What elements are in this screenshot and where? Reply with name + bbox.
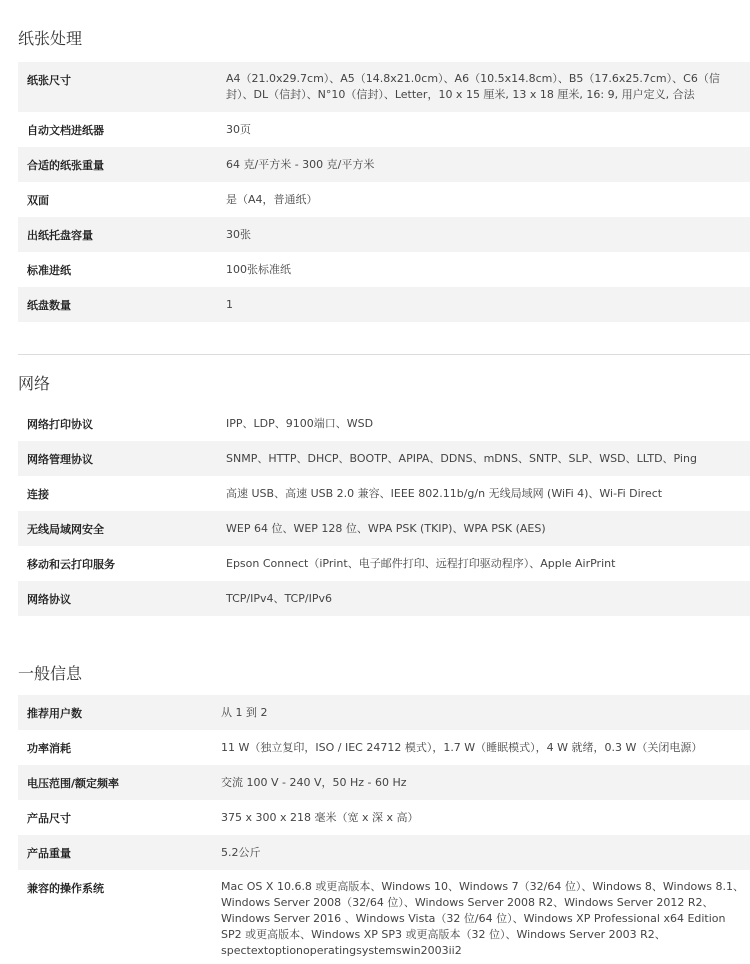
table-row: [18, 695, 750, 730]
table-row: [18, 765, 750, 800]
row-value: Mac OS X 10.6.8 或更高版本、Windows 10、Windows 7（32/64 位）、Windows 8、Windows 8.1、Windows Server 2008（32/64 位）、Windows Server 2008 R2、Windows Server 2012 R2、Windows Server 2016 、Windows Vista（32 位/64 位）、Windows XP Professional x64 Edition SP2 或更高版本、Windows XP SP3 或更高版本（32 位）、Windows Server 2003 R2、spectextoptionoperatingsystemswin2003ii2: [221, 880, 745, 957]
row-value: IPP、LDP、9100端口、WSD: [226, 416, 374, 430]
row-label: 合适的纸张重量: [27, 158, 104, 172]
section-title: 一般信息: [18, 664, 83, 683]
section-title: 纸张处理: [18, 29, 83, 48]
row-label: 双面: [27, 193, 49, 207]
table-row: [18, 287, 750, 322]
table-row: [18, 730, 750, 765]
row-label: 纸张尺寸: [27, 74, 71, 87]
table-row: [18, 511, 750, 546]
row-label: 推荐用户数: [27, 706, 82, 720]
row-label: 出纸托盘容量: [27, 228, 93, 242]
row-value: 高速 USB、高速 USB 2.0 兼容、IEEE 802.11b/g/n 无线局域网 (WiFi 4)、Wi-Fi Direct: [226, 486, 663, 500]
row-value: 30张: [226, 227, 251, 241]
section-title: 网络: [18, 374, 51, 393]
table-row: [18, 252, 750, 287]
table-row: [18, 217, 750, 252]
row-label: 自动文档进纸器: [27, 123, 104, 137]
row-label: 无线局域网安全: [27, 522, 104, 536]
row-label: 标准进纸: [27, 263, 71, 277]
row-value: WEP 64 位、WEP 128 位、WPA PSK (TKIP)、WPA PSK (AES): [226, 521, 546, 535]
table-row: [18, 112, 750, 147]
spec-table: [18, 406, 750, 616]
row-value: 从 1 到 2: [221, 705, 268, 719]
row-value: TCP/IPv4、TCP/IPv6: [226, 591, 332, 605]
row-value: 30页: [226, 122, 251, 136]
table-row: [18, 62, 750, 112]
row-label: 产品重量: [27, 846, 71, 860]
table-row: [18, 870, 750, 957]
table-row: [18, 406, 750, 441]
section-divider: [18, 354, 750, 355]
row-value: 5.2公斤: [221, 845, 261, 859]
row-label: 网络管理协议: [27, 452, 93, 466]
row-label: 兼容的操作系统: [27, 882, 104, 895]
row-label: 电压范围/额定频率: [27, 776, 120, 790]
table-row: [18, 800, 750, 835]
table-row: [18, 835, 750, 870]
table-row: [18, 182, 750, 217]
row-label: 连接: [27, 487, 49, 501]
row-label: 网络协议: [27, 592, 71, 606]
row-value: SNMP、HTTP、DHCP、BOOTP、APIPA、DDNS、mDNS、SNTP、SLP、WSD、LLTD、Ping: [226, 451, 697, 465]
table-row: [18, 476, 750, 511]
table-row: [18, 441, 750, 476]
row-value: 交流 100 V - 240 V，50 Hz - 60 Hz: [221, 775, 407, 789]
row-value: 1: [226, 297, 233, 311]
row-value: 375 x 300 x 218 毫米（宽 x 深 x 高）: [221, 810, 419, 824]
spec-table: [18, 62, 750, 322]
row-label: 网络打印协议: [27, 417, 93, 431]
row-label: 纸盘数量: [27, 298, 71, 312]
row-value: 100张标准纸: [226, 262, 291, 276]
spec-table: [18, 695, 750, 957]
table-row: [18, 581, 750, 616]
table-row: [18, 546, 750, 581]
row-value: Epson Connect（iPrint、电子邮件打印、远程打印驱动程序）、Apple AirPrint: [226, 556, 616, 570]
row-label: 移动和云打印服务: [27, 557, 115, 571]
row-label: 功率消耗: [27, 741, 71, 755]
table-row: [18, 147, 750, 182]
row-label: 产品尺寸: [27, 811, 71, 825]
row-value: 是（A4，普通纸）: [226, 192, 318, 206]
row-value: A4（21.0x29.7cm）、A5（14.8x21.0cm）、A6（10.5x14.8cm）、B5（17.6x25.7cm）、C6（信封）、DL（信封）、N°10（信封）、Letter，10 x 15 厘米, 13 x 18 厘米, 16: 9, 用户定义, 合法: [226, 72, 720, 101]
row-value: 11 W（独立复印，ISO / IEC 24712 模式），1.7 W（睡眠模式），4 W 就绪，0.3 W（关闭电源）: [221, 740, 703, 754]
row-value: 64 克/平方米 - 300 克/平方米: [226, 157, 375, 171]
